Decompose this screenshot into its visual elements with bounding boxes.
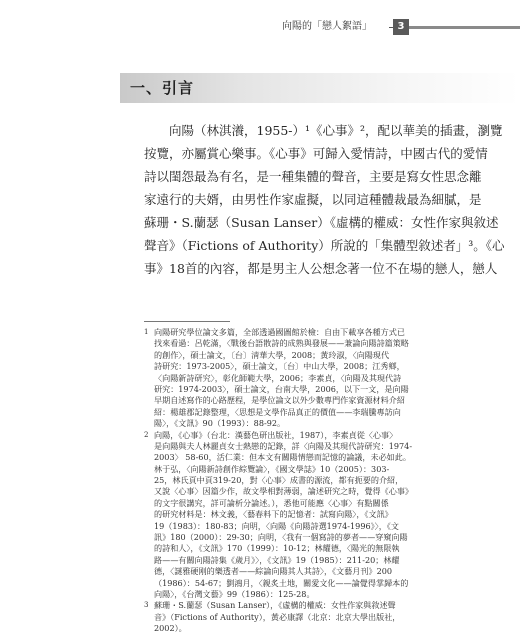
footnote-line — [144, 406, 401, 418]
footnote-text: 的詩和人〉，《文訊》170（1999）：10-12；林耀德，〈陽光的無限執 — [154, 543, 400, 554]
footnote-line — [144, 418, 386, 429]
body-line: 事》18首的內容，都是男主人公想念著一位不在場的戀人，戀人 — [144, 261, 498, 276]
footnote-number: 3 — [144, 601, 149, 610]
footnote-text: 的文字很講究，詳可論析分論述。），悉他可能應〈心事〉有點關係 — [154, 497, 389, 508]
footnote-line — [144, 611, 401, 623]
footnote-text: 的創作〉，碩士論文，〔台〕淸華大學，2008；黃玲淑，〈向陽現代 — [154, 349, 390, 360]
footnote-line — [144, 327, 405, 338]
footnote-text: 早期自述寫作的心路歷程，是學位論文以外少數專門作家資源材料介紹 — [154, 395, 405, 406]
footnote-text: 林于弘，〈向陽新詩創作綜覽論〉，《國文學誌》10（2005）：303- — [154, 463, 390, 474]
footnote-text: 蘇珊・S.蘭瑟（Susan Lanser），《虛構的權威：女性作家與敘述聲 — [154, 600, 396, 611]
footnotes — [144, 327, 414, 635]
footnote-text: 是向陽與夫人林麗貞女士熱戀的記錄，詳〈向陽及其現代詩研究：1974- — [154, 440, 413, 451]
footnote-number: 1 — [144, 328, 149, 336]
footnote-text: 又說〈心事〉因篇少作，故文學相對薄弱，論述研究之時，覺得《心事》 — [154, 486, 414, 497]
footnote-line — [144, 338, 409, 349]
footnote-rule — [144, 321, 230, 322]
footnote-line — [144, 361, 405, 372]
header-rule-right — [409, 26, 520, 29]
footnote-text: 向陽研究學位論文多篇，全部透過國圖館於檢：自由下載享各種方式已 — [154, 327, 405, 337]
footnote-line — [144, 429, 398, 441]
footnote-text: 的研究材料是：林文義，〈藝春料下的記憶者：試寫向陽〉，《文訊》 — [154, 509, 393, 520]
footnote-line — [144, 463, 390, 475]
footnote-text: （1986）：54-67；劉鴻月，〈親炙土地，關愛文化——論覺得掌歸本的 — [154, 577, 409, 588]
body-line: 向陽（林淇瀁，1955-）¹《心事》²，配以華美的插畫，瀏覽 — [169, 123, 503, 138]
footnote-text: 紹：楊雄郡記錄整理，〈思想是文學作品真正的價值——李瑞騰專訪向 — [154, 406, 401, 417]
footnote-line — [144, 566, 393, 577]
footnote-line — [144, 349, 390, 361]
footnote-text: 找來看過：呂乾滿，〈戰後台語散詩的成熟與發展——兼論向陽詩篇策略 — [154, 338, 409, 349]
footnote-line — [144, 532, 408, 543]
footnote-line — [144, 452, 411, 463]
footnote-text: 訊》180（2000）：29-30；向明，〈我有一個寫詩的夢者——穿窺向陽 — [154, 532, 408, 543]
footnote-line — [144, 497, 389, 509]
body-line: 聲音》（Fictions of Authority）所說的「集體型敘述者」³。《心 — [144, 238, 505, 253]
section-title: 一、引言 — [130, 79, 195, 97]
footnote-line — [144, 589, 386, 600]
footnote-text: 〈向陽新詩研究〉，彰化師範大學，2006；李素貞，〈向陽及其現代詩 — [154, 372, 402, 383]
body-line: 按覽，亦屬賞心樂事。《心事》可歸入愛情詩，中國古代的愛情 — [144, 146, 488, 161]
footnote-text: 音》（Fictions of Authority），黃必康譯（北京：北京大學出版社， — [154, 611, 401, 622]
footnote-line — [144, 372, 402, 384]
body-line: 家遠行的夫婿，由男性作家虛擬，以同這種體裁最為細膩，是 — [144, 192, 482, 207]
footnote-line — [144, 520, 399, 532]
footnote-text: 詩研究：1973-2005〉，碩士論文，〔台〕中山大學，2008；江秀鄉， — [154, 361, 405, 372]
footnote-text: 19（1983）：180-83；向明，〈向陽《向陽詩選1974-1996》〉，《文 — [154, 520, 399, 531]
footnote-text: 德，〈謎雅硬刚的樂透者——綜論向陽其人其詩〉，《文藝月刊》200 — [154, 566, 393, 577]
footnote-text: 25，林氏頁中頁319-20，對〈心事〉成書的源流，都有扼要的介紹， — [154, 475, 404, 486]
body-line: 蘇珊・S.蘭瑟（Susan Lanser）《虛構的權威：女性作家與敘述 — [144, 215, 499, 230]
body-text — [144, 119, 505, 280]
footnote-line — [144, 543, 400, 554]
footnote-line — [144, 383, 409, 395]
footnote-line — [144, 577, 409, 589]
footnote-line — [144, 440, 413, 452]
footnote-number: 2 — [144, 430, 149, 439]
footnote-line — [144, 600, 396, 611]
footnote-line — [144, 509, 393, 520]
footnote-line — [144, 475, 404, 486]
body-line: 詩以閨怨最為有名，是一種集體的聲音，主要是寫女性思念離 — [144, 169, 482, 184]
footnote-text: 陽〉，《文訊》90（1993）：88-92。 — [154, 418, 286, 429]
footnote-text: 向陽，《心事》（台北：漢藝色研出版社，1987），李素貞從〈心事〉 — [154, 429, 398, 440]
footnote-line — [144, 486, 414, 497]
footnote-line — [144, 623, 386, 634]
page-number: 3 — [393, 19, 409, 35]
footnote-line — [144, 554, 400, 566]
running-title: 向陽的「戀人絮語」 — [282, 21, 372, 32]
footnote-text: 研究：1974-2003〉，碩士論文，台南大學，2006，以下一文，是向陽 — [154, 383, 409, 394]
footnote-text: 2003〉 58-60，活仁業：但本文有關陽情戀而記憶的論議，未必如此。 — [154, 452, 411, 463]
footnote-text: 向陽〉，《台灣文藝》99（1986）：125-28。 — [154, 588, 315, 599]
footnote-text: 路——有關向陽詩集《歲月》〉，《文訊》19（1985）：211-20；林耀 — [154, 554, 400, 565]
running-header — [0, 19, 520, 35]
footnote-text: 2002）。 — [154, 623, 187, 634]
footnote-line — [144, 395, 405, 406]
section-heading — [120, 73, 520, 103]
